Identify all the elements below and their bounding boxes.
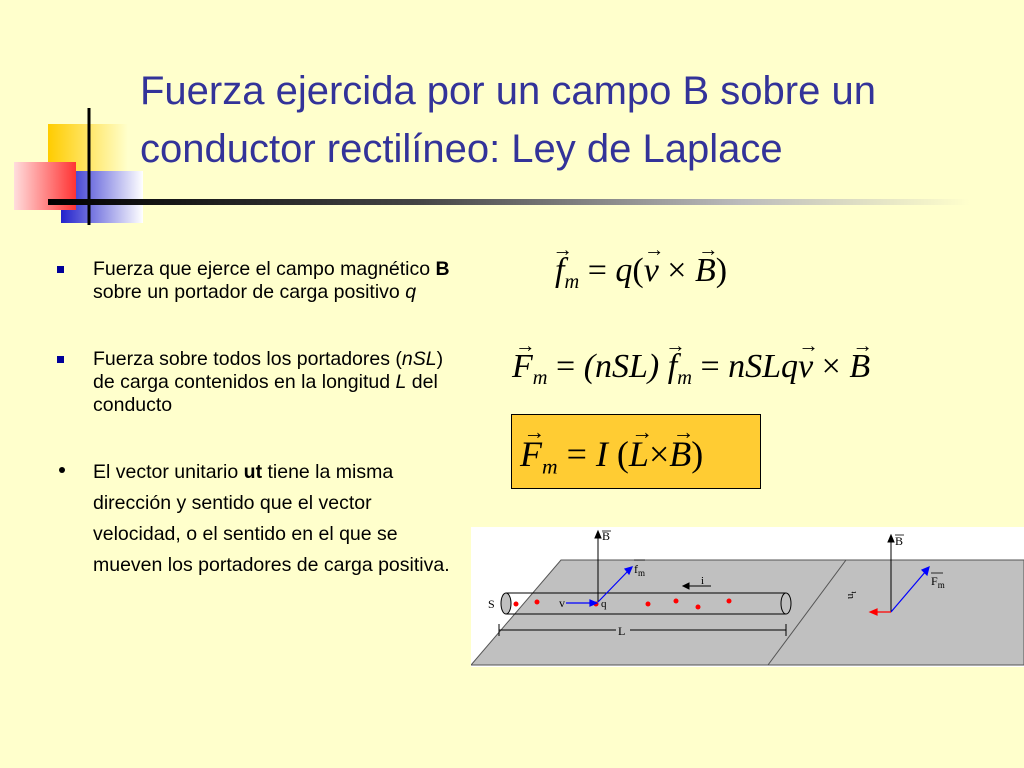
label-ut: $u_t$	[844, 591, 858, 599]
vector-v: → v	[798, 348, 813, 386]
cross-sign: ×	[648, 434, 670, 474]
bullet-text: tiene la misma dirección y sentido que el vector velocidad, o el sentido en el que se mueven los portadores de carga positiva.	[93, 461, 450, 576]
equals-sign: =	[691, 348, 729, 385]
label-S: S	[488, 597, 495, 611]
vector-F: → F	[520, 433, 542, 475]
paren: (	[632, 252, 644, 289]
label-B-right: B	[895, 534, 904, 548]
vector-B: → B	[849, 348, 870, 386]
label-B: B	[602, 529, 611, 543]
vector-L: → L	[629, 433, 649, 475]
equals-sign: =	[579, 252, 616, 289]
vector-v: → v	[644, 252, 659, 290]
coefficient: nSLq	[728, 348, 799, 385]
vector-B: → B	[669, 433, 691, 475]
slide-title	[140, 62, 1000, 178]
subscript: m	[564, 271, 580, 294]
formula-laplace-law	[511, 414, 761, 489]
cross-sign: ×	[658, 252, 695, 289]
bullet-text: ) de carga contenidos en la longitud	[93, 348, 444, 393]
bullet-italic: q	[405, 281, 417, 303]
paren: (	[607, 434, 629, 474]
label-i: i	[701, 575, 705, 587]
cross-sign: ×	[813, 348, 850, 385]
bullet-item-force-all	[55, 348, 455, 417]
bullet-list	[55, 258, 455, 581]
title-divider	[48, 199, 970, 205]
bullet-text: El vector unitario	[93, 461, 244, 483]
formula-total-force	[512, 348, 870, 390]
title-line-2: conductor rectilíneo: Ley de Laplace	[140, 127, 783, 171]
bullet-italic: L	[395, 371, 407, 393]
paren: )	[715, 252, 728, 289]
vector-f: → f	[555, 252, 564, 290]
title-line-1: Fuerza ejercida por un campo B sobre un	[140, 69, 876, 113]
label-Fm: $F_m$	[931, 574, 945, 590]
bullet-text: sobre un portador de carga positivo	[93, 281, 406, 303]
conductor-diagram	[471, 527, 1024, 667]
vector-B: → B	[695, 252, 716, 290]
round-bullet-icon	[59, 467, 65, 473]
current-I: I	[595, 434, 608, 474]
equals-sign: =	[547, 348, 584, 385]
bullet-item-unit-vector	[55, 457, 455, 581]
bullet-text: Fuerza que ejerce el campo magnético	[93, 258, 436, 280]
label-q: q	[601, 598, 607, 610]
square-bullet-icon	[57, 266, 64, 273]
subscript: m	[532, 367, 548, 390]
subscript: m	[677, 367, 692, 390]
bullet-bold: ut	[243, 461, 263, 483]
label-v: v	[559, 596, 565, 610]
bullet-text: Fuerza sobre todos los portadores (	[93, 348, 402, 370]
bullet-item-force-single	[55, 258, 455, 304]
carrier-count: (nSL)	[583, 348, 668, 385]
vector-f: → f	[668, 348, 677, 386]
subscript: m	[542, 454, 558, 479]
equals-sign: =	[557, 434, 596, 474]
bullet-bold: B	[435, 258, 450, 280]
square-bullet-icon	[57, 356, 64, 363]
bullet-italic: nSL	[401, 348, 437, 370]
formula-single-charge-force	[555, 252, 727, 294]
label-fm: $f_m$	[634, 562, 646, 578]
paren: )	[691, 434, 704, 474]
charge-q: q	[615, 252, 633, 289]
vector-F: → F	[512, 348, 533, 386]
label-L: L	[618, 624, 626, 638]
bullet-text: del conducto	[93, 371, 438, 416]
